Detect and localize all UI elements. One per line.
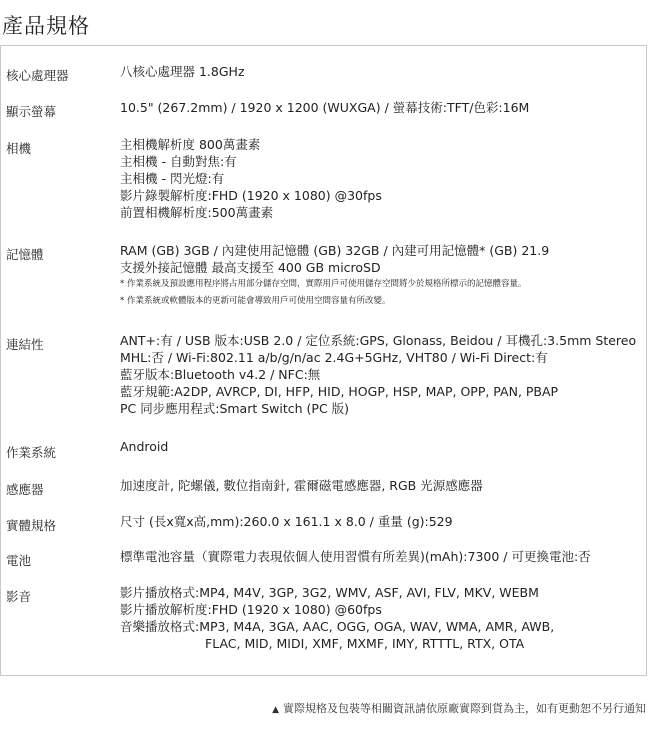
spec-value: 藍牙規範:A2DP, AVRCP, DI, HFP, HID, HOGP, HSP, MAP, OPP, PAN, PBAP bbox=[120, 384, 559, 399]
spec-value: 影片播放解析度:FHD (1920 x 1080) @60fps bbox=[120, 602, 382, 617]
spec-value: 八核心處理器 1.8GHz bbox=[120, 64, 245, 79]
spec-value: RAM (GB) 3GB / 內建使用記憶體 (GB) 32GB / 內建可用記憶體* (GB) 21.9 bbox=[120, 243, 550, 258]
spec-value: PC 同步應用程式:Smart Switch (PC 版) bbox=[120, 401, 350, 416]
spec-table bbox=[0, 45, 647, 676]
spec-value: 主相機 - 閃光燈:有 bbox=[120, 171, 225, 186]
spec-label: 核心處理器 bbox=[6, 68, 69, 83]
spec-value: MHL:否 / Wi-Fi:802.11 a/b/g/n/ac 2.4G+5GHz, VHT80 / Wi-Fi Direct:有 bbox=[120, 350, 548, 365]
spec-value: 標準電池容量（實際電力表現依個人使用習慣有所差異)(mAh):7300 / 可更換電池:否 bbox=[120, 549, 591, 564]
spec-label: 相機 bbox=[6, 141, 32, 156]
page-title: 產品規格 bbox=[2, 14, 90, 38]
disclaimer-text: 實際規格及包裝等相關資訊請依原廠實際到貨為主，如有更動恕不另行通知 bbox=[283, 702, 646, 715]
spec-value: 尺寸 (長x寬x高,mm):260.0 x 161.1 x 8.0 / 重量 (g):529 bbox=[120, 514, 453, 529]
spec-label: 連結性 bbox=[6, 337, 44, 352]
spec-value: 影片錄製解析度:FHD (1920 x 1080) @30fps bbox=[120, 188, 382, 203]
spec-value: 音樂播放格式:MP3, M4A, 3GA, AAC, OGG, OGA, WAV, WMA, AMR, AWB, bbox=[120, 619, 555, 634]
spec-value: 支援外接記憶體 最高支援至 400 GB microSD bbox=[120, 260, 381, 275]
spec-label: 作業系統 bbox=[6, 445, 57, 460]
spec-label: 影音 bbox=[6, 589, 32, 604]
disclaimer-footer bbox=[272, 700, 646, 716]
spec-value: 藍牙版本:Bluetooth v4.2 / NFC:無 bbox=[120, 367, 321, 382]
spec-label: 記憶體 bbox=[6, 247, 44, 262]
triangle-up-icon: ▲ bbox=[272, 705, 279, 715]
spec-value: 主相機解析度 800萬畫素 bbox=[120, 137, 261, 152]
spec-value: 加速度計, 陀螺儀, 數位指南針, 霍爾磁電感應器, RGB 光源感應器 bbox=[120, 478, 483, 493]
spec-label: 電池 bbox=[6, 553, 32, 568]
spec-note: * 作業系統或軟體版本的更新可能會導致用戶可使用空間容量有所改變。 bbox=[120, 296, 391, 306]
spec-label: 顯示螢幕 bbox=[6, 104, 57, 119]
spec-value: 前置相機解析度:500萬畫素 bbox=[120, 205, 274, 220]
spec-value: 主相機 - 自動對焦:有 bbox=[120, 154, 237, 169]
spec-value: 10.5" (267.2mm) / 1920 x 1200 (WUXGA) / 螢幕技術:TFT/色彩:16M bbox=[120, 100, 530, 115]
spec-value: Android bbox=[120, 439, 169, 454]
spec-value: ANT+:有 / USB 版本:USB 2.0 / 定位系統:GPS, Glonass, Beidou / 耳機孔:3.5mm Stereo bbox=[120, 333, 637, 348]
spec-value: FLAC, MID, MIDI, XMF, MXMF, IMY, RTTTL, RTX, OTA bbox=[205, 636, 525, 651]
spec-label: 感應器 bbox=[6, 482, 44, 497]
spec-value: 影片播放格式:MP4, M4V, 3GP, 3G2, WMV, ASF, AVI, FLV, MKV, WEBM bbox=[120, 585, 539, 600]
spec-note: * 作業系統及預設應用程序將占用部分儲存空間，實際用戶可使用儲存空間將少於規格所標示的記憶體容量。 bbox=[120, 279, 527, 289]
spec-label: 實體規格 bbox=[6, 518, 57, 533]
